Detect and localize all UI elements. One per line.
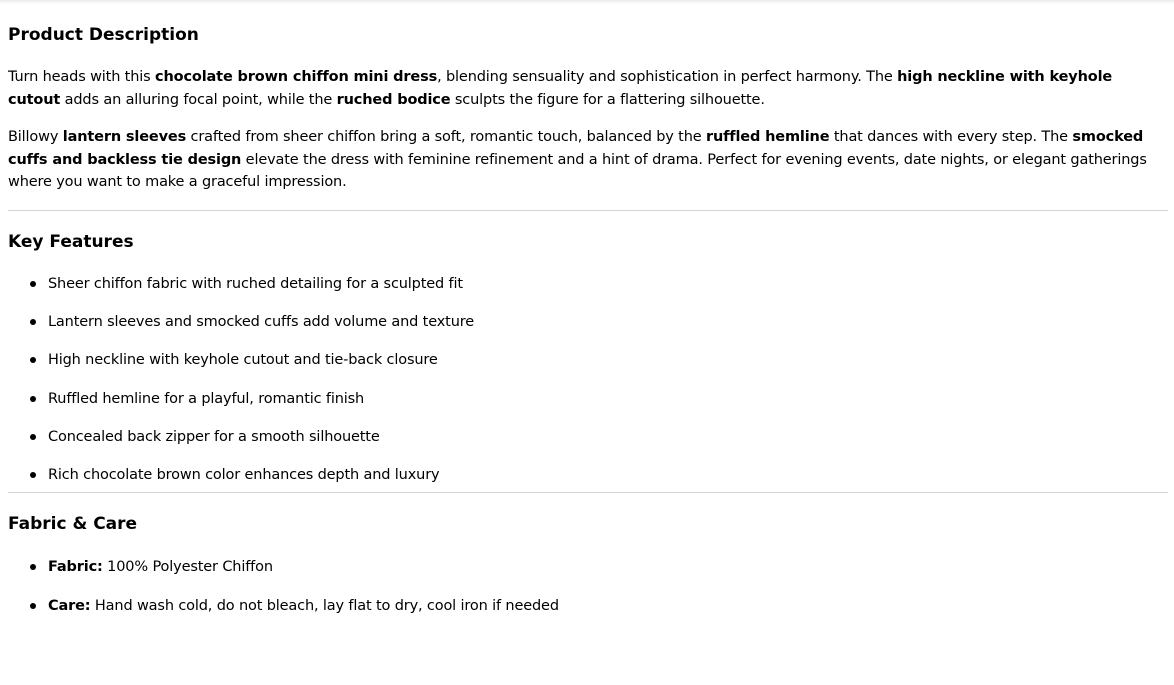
feature-text: Sheer chiffon fabric with ruched detailing for a sculpted fit [48, 275, 463, 292]
fabric-care-heading: Fabric & Care [8, 514, 138, 535]
key-features-heading: Key Features [8, 231, 134, 252]
list-item [48, 388, 1168, 410]
description-highlight: chocolate brown chiffon mini dress [155, 69, 438, 85]
description-paragraph-2 [8, 126, 1168, 194]
description-text: Billowy [8, 129, 63, 145]
list-item [48, 311, 1168, 333]
bullet-icon [30, 603, 36, 609]
product-details [8, 0, 1168, 633]
feature-text: Concealed back zipper for a smooth silhouette [48, 429, 380, 446]
list-item [48, 556, 1168, 578]
list-item [48, 426, 1168, 448]
list-item [48, 464, 1168, 486]
fabric-value: 100% Polyester Chiffon [102, 559, 273, 576]
description-highlight: ruched bodice [336, 91, 451, 108]
list-item [48, 349, 1168, 371]
feature-text: High neckline with keyhole cutout and tie-back closure [48, 352, 438, 369]
description-highlight: lantern sleeves [62, 129, 187, 145]
bullet-icon [30, 472, 36, 478]
bullet-icon [30, 319, 36, 325]
bullet-icon [30, 281, 36, 287]
section-divider [8, 210, 1168, 211]
care-value: Hand wash cold, do not bleach, lay flat to dry, cool iron if needed [90, 597, 559, 614]
description-text: adds an alluring focal point, while the [60, 91, 337, 108]
fabric-care-list [8, 556, 1168, 616]
bullet-icon [30, 434, 36, 440]
description-paragraph-1 [8, 66, 1168, 111]
description-text: crafted from sheer chiffon bring a soft, romantic touch, balanced by the [186, 129, 706, 145]
description-text: that dances with every step. The [829, 129, 1073, 145]
bullet-icon [30, 564, 36, 570]
description-text: sculpts the figure for a flattering silhouette. [450, 91, 765, 108]
feature-text: Rich chocolate brown color enhances depth and luxury [48, 467, 440, 484]
list-item [48, 595, 1168, 617]
product-description-heading: Product Description [8, 25, 199, 45]
description-text: Turn heads with this [8, 69, 156, 85]
list-item [48, 273, 1168, 295]
bullet-icon [30, 396, 36, 402]
bullet-icon [30, 357, 36, 363]
feature-text: Lantern sleeves and smocked cuffs add volume and texture [48, 313, 475, 330]
feature-text: Ruffled hemline for a playful, romantic finish [48, 390, 365, 407]
fabric-label: Fabric: [48, 559, 103, 576]
description-text: elevate the dress with feminine refinement and a hint of drama. Perfect for evening events, date nights, or elegant gatherings where you want to make a graceful impression. [8, 151, 1147, 190]
description-highlight: ruffled hemline [705, 129, 830, 145]
description-highlight: high neckline with keyhole cutout [8, 69, 1113, 108]
description-highlight: smocked cuffs and backless tie design [8, 129, 1144, 168]
care-label: Care: [48, 597, 91, 614]
key-features-list [8, 273, 1168, 487]
description-text: , blending sensuality and sophistication in perfect harmony. The [437, 69, 898, 85]
section-divider [8, 492, 1168, 493]
